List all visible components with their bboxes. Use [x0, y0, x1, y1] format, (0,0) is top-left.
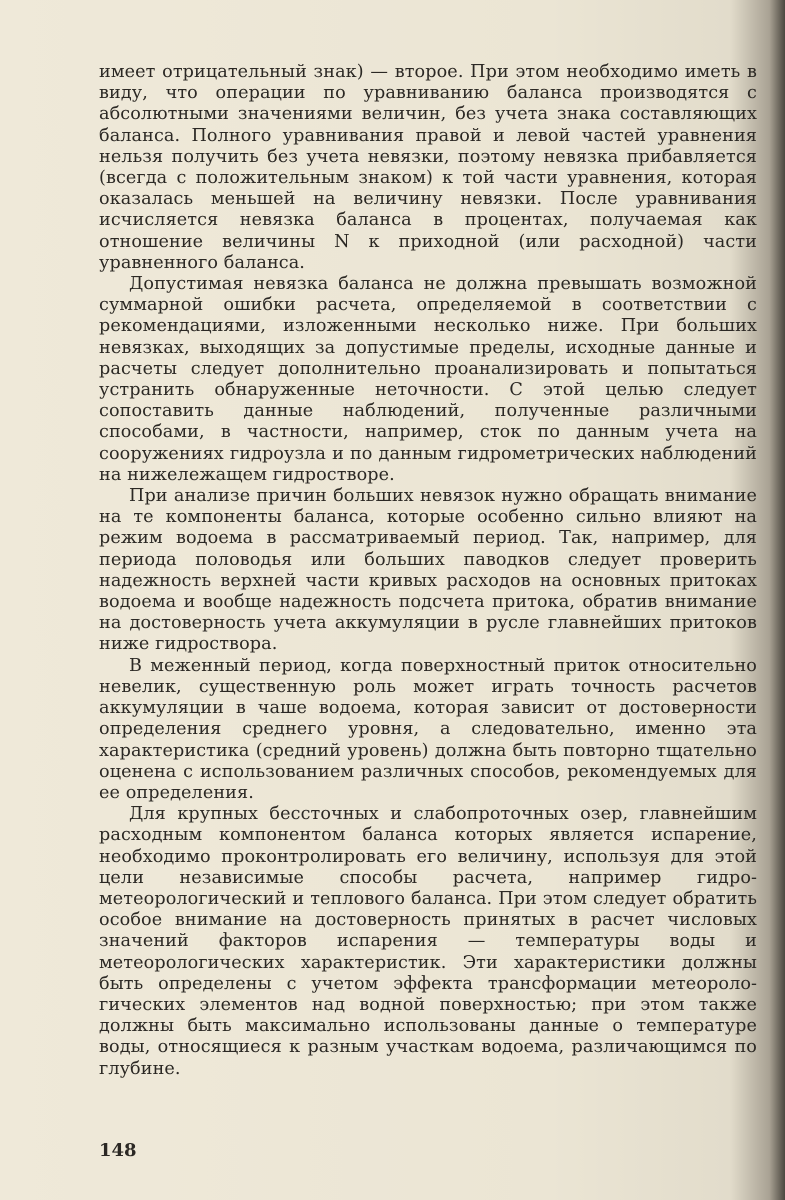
page-number: 148	[99, 1140, 137, 1161]
paragraph-4: В меженный период, когда поверхностный приток относительно невелик, существенную роль может играть точность расчетов аккумуляции в чаше водоема, которая зависит от достоверности определения среднего уровня, а следовательно, именно эта характеристика (средний уровень) должна быть повторно тщательно оценена с использованием различных способов, рекомендуемых для ее определения.	[99, 655, 757, 803]
paragraph-3: При анализе причин больших невязок нужно обращать внимание на те компоненты баланса, которые особенно сильно влияют на режим водоема в рассматриваемый период. Так, например, для периода половодья или больших паводков следует проверить надежность верхней части кривых расходов на основных притоках водоема и вообще надежность подсчета притока, обратив внимание на достоверность учета аккумуляции в русле главнейших притоков ниже гидроствора.	[99, 486, 757, 655]
page-text	[99, 62, 757, 1080]
paragraph-5: Для крупных бессточных и слабопроточных озер, главнейшим расходным компонентом баланса которых является испарение, необходимо проконтролировать его величину, используя для этой цели независимые способы расчета, например гидрометеорологический и теплового баланса. При этом следует обратить особое внимание на достоверность принятых в расчет числовых значений факторов испарения — температуры воды и метеорологических характеристик. Эти характеристики должны быть определены с учетом эффекта трансформации метеорологических элементов над водной поверхностью; при этом также должны быть максимально использованы данные о температуре воды, относящиеся к разным участкам водоема, различающимся по глубине.	[99, 804, 757, 1079]
paragraph-2: Допустимая невязка баланса не должна превышать возможной суммарной ошибки расчета, определяемой в соответствии с рекомендациями, изложенными несколько ниже. При больших невязках, выходящих за допустимые пределы, исходные данные и расчеты следует дополнительно проанализировать и попытаться устранить обнаруженные неточности. С этой целью следует сопоставить данные наблюдений, полученные различными способами, в частности, например, сток по данным учета на сооружениях гидроузла и по данным гидрометрических наблюдений на нижележащем гидростворе.	[99, 274, 757, 485]
paragraph-1: имеет отрицательный знак) — второе. При этом необходимо иметь в виду, что операции по уравниванию баланса производятся с абсолютными значениями величин, без учета знака составляющих баланса. Полного уравнивания правой и левой частей уравнения нельзя получить без учета невязки, поэтому невязка прибавляется (всегда с положительным знаком) к той части уравнения, которая оказалась меньшей на величину невязки. После уравнивания исчисляется невязка баланса в процентах, получаемая как отношение величины N к приходной (или расходной) части уравненного баланса.	[99, 62, 757, 273]
